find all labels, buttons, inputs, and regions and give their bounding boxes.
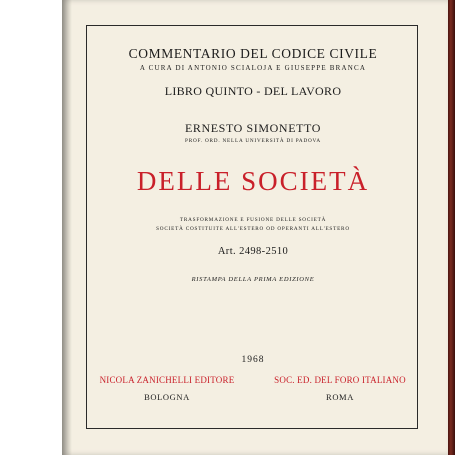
volume-title: LIBRO QUINTO - DEL LAVORO: [164, 84, 342, 98]
publisher-left: NICOLA ZANICHELLI EDITORE: [99, 375, 235, 385]
series-title: COMMENTARIO DEL CODICE CIVILE: [128, 46, 378, 61]
title-page-frame: [86, 25, 418, 429]
publisher-city-right: ROMA: [326, 392, 354, 402]
publisher-city-left: BOLOGNA: [144, 392, 190, 402]
main-title: DELLE SOCIETÀ: [136, 166, 370, 196]
author-name: ERNESTO SIMONETTO: [184, 121, 322, 135]
publisher-right: SOC. ED. DEL FORO ITALIANO: [274, 375, 406, 385]
author-affiliation: PROF. ORD. NELLA UNIVERSITÀ DI PADOVA: [185, 138, 321, 144]
subtitle-line: TRASFORMAZIONE E FUSIONE DELLE SOCIETÀ: [179, 217, 327, 223]
reprint-note: RISTAMPA DELLA PRIMA EDIZIONE: [191, 276, 315, 283]
editors-line: A CURA DI ANTONIO SCIALOJA E GIUSEPPE BRANCA: [139, 64, 367, 72]
book-cover-edge: [448, 0, 455, 455]
subtitle-line: SOCIETÀ COSTITUITE ALL'ESTERO OD OPERANTI ALL'ESTERO: [156, 226, 350, 232]
spine-shadow: [62, 0, 72, 455]
articles-range: Art. 2498-2510: [217, 246, 289, 257]
publication-year: 1968: [241, 355, 265, 365]
